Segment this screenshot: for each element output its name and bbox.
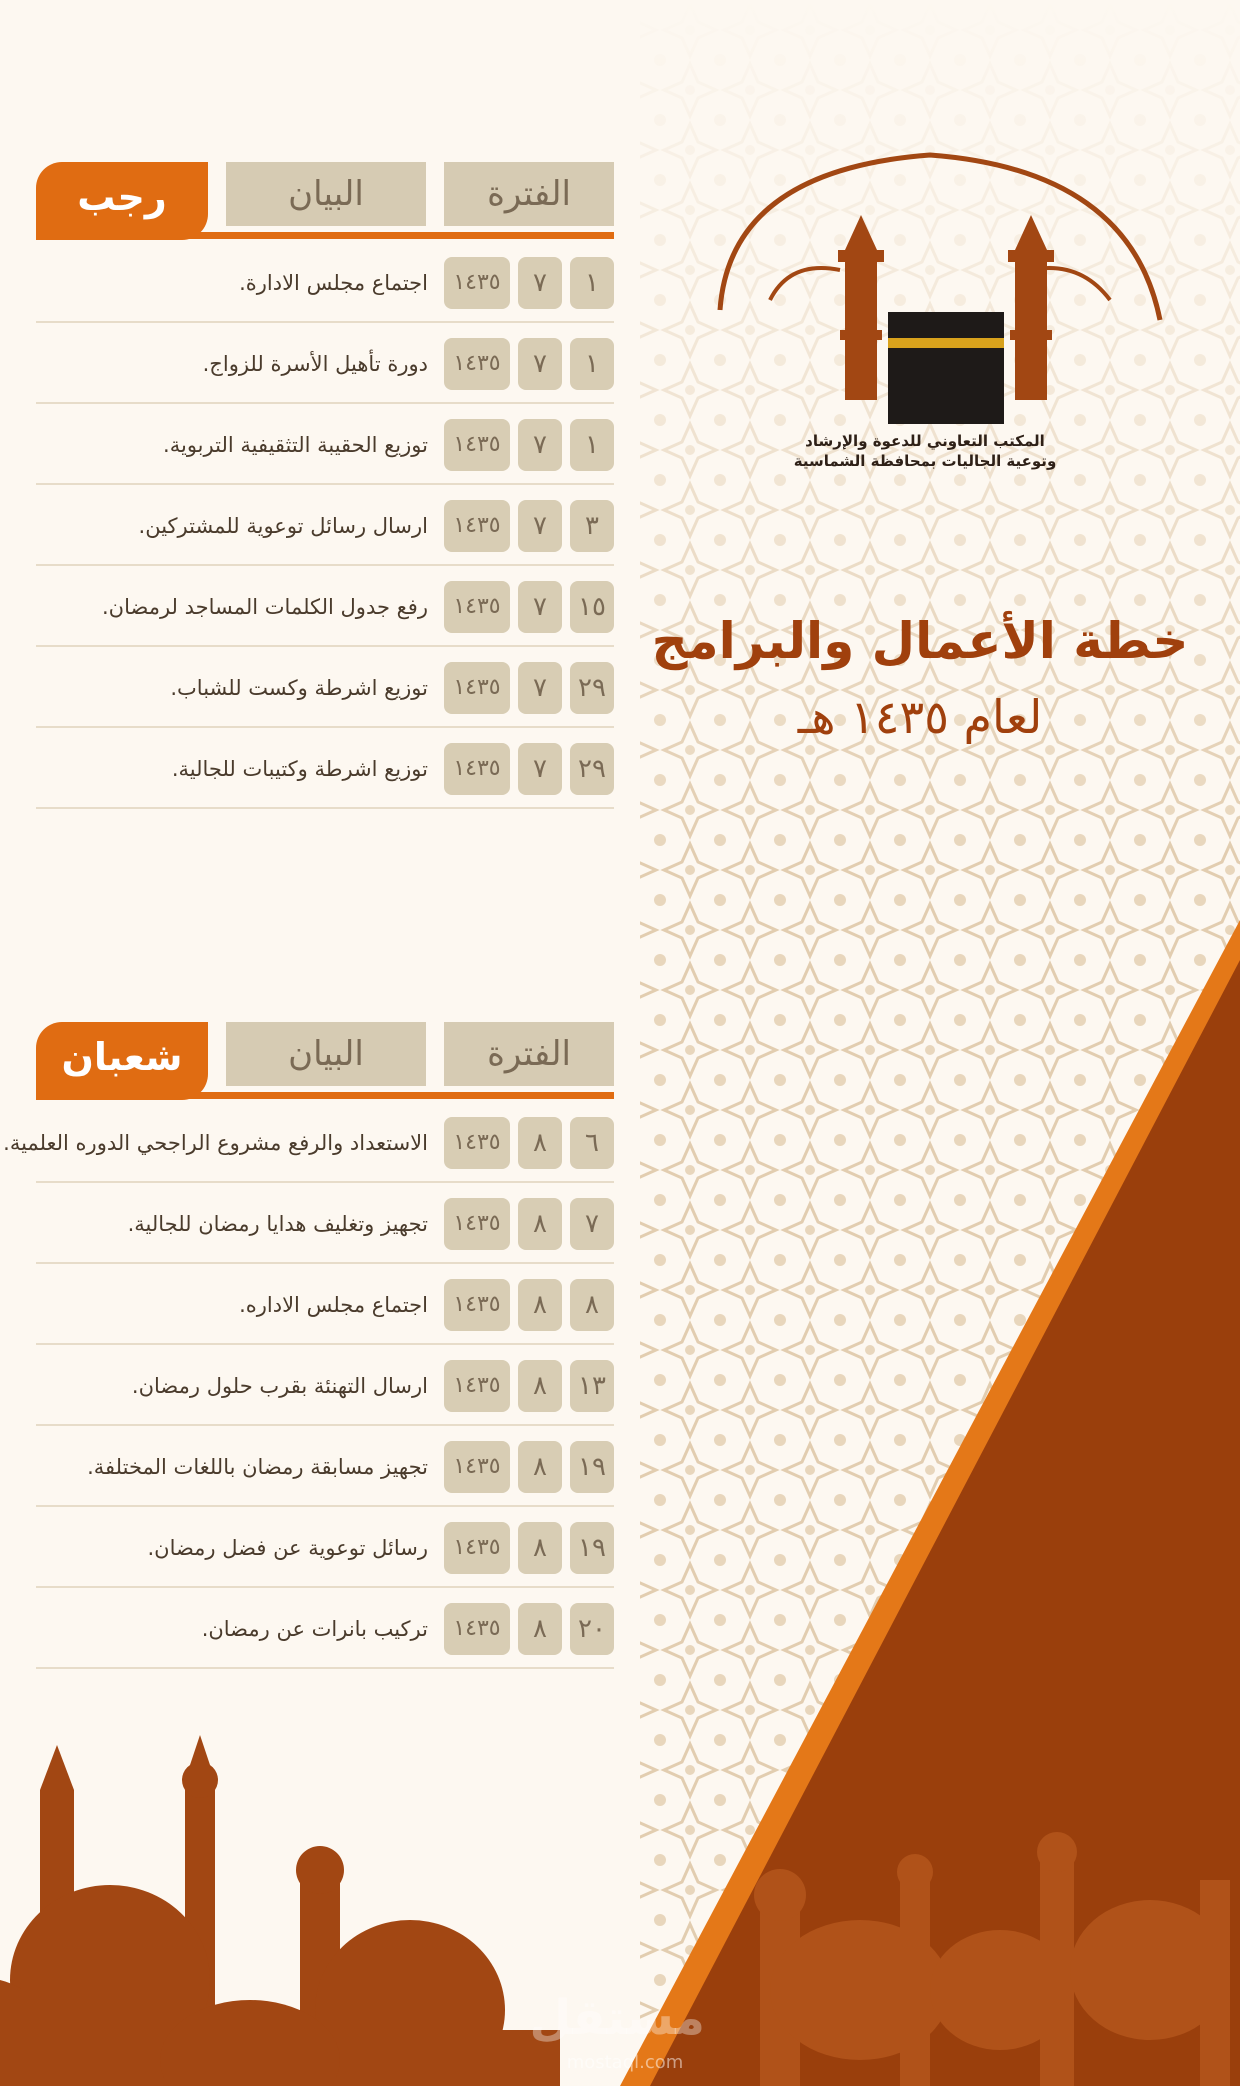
table-row xyxy=(36,566,614,647)
day-cell: ٢٩ xyxy=(570,662,614,714)
row-description: توزيع اشرطة وكتيبات للجالية. xyxy=(171,757,428,781)
year-cell: ١٤٣٥ xyxy=(444,500,510,552)
row-description: تركيب بانرات عن رمضان. xyxy=(201,1617,428,1641)
day-cell: ٣ xyxy=(570,500,614,552)
table-row xyxy=(36,1426,614,1507)
month-cell: ٨ xyxy=(518,1603,562,1655)
day-cell: ١٩ xyxy=(570,1522,614,1574)
month-tab: شعبان xyxy=(36,1022,208,1100)
day-cell: ١٣ xyxy=(570,1360,614,1412)
day-cell: ١٩ xyxy=(570,1441,614,1493)
year-cell: ١٤٣٥ xyxy=(444,662,510,714)
year-cell: ١٤٣٥ xyxy=(444,1603,510,1655)
row-description: اجتماع مجلس الادارة. xyxy=(239,271,428,295)
day-cell: ١ xyxy=(570,338,614,390)
month-section-rajab xyxy=(36,162,614,784)
month-cell: ٨ xyxy=(518,1198,562,1250)
header-divider xyxy=(36,232,614,239)
year-cell: ١٤٣٥ xyxy=(444,1117,510,1169)
row-description: الاستعداد والرفع مشروع الراجحي الدوره العلمية. xyxy=(3,1131,428,1155)
row-description: ارسال رسائل توعوية للمشتركين. xyxy=(138,514,428,538)
month-cell: ٧ xyxy=(518,338,562,390)
schedule-rows xyxy=(3,1102,614,1669)
table-row xyxy=(3,1102,614,1183)
month-cell: ٨ xyxy=(518,1117,562,1169)
month-cell: ٧ xyxy=(518,257,562,309)
month-cell: ٧ xyxy=(518,419,562,471)
header-divider xyxy=(36,1092,614,1099)
month-cell: ٨ xyxy=(518,1279,562,1331)
day-cell: ١٥ xyxy=(570,581,614,633)
day-cell: ٨ xyxy=(570,1279,614,1331)
period-header: الفترة xyxy=(444,162,614,226)
watermark-logo: مستقل xyxy=(529,1990,705,2046)
year-cell: ١٤٣٥ xyxy=(444,1522,510,1574)
row-description: رفع جدول الكلمات المساجد لرمضان. xyxy=(101,595,428,619)
table-row xyxy=(36,728,614,809)
section-header xyxy=(36,1022,614,1092)
table-row xyxy=(36,1183,614,1264)
row-description: اجتماع مجلس الاداره. xyxy=(239,1293,428,1317)
description-header: البيان xyxy=(226,1022,426,1086)
table-row xyxy=(36,1345,614,1426)
row-description: ارسال التهنئة بقرب حلول رمضان. xyxy=(131,1374,428,1398)
table-row xyxy=(36,647,614,728)
table-row xyxy=(36,242,614,323)
row-description: دورة تأهيل الأسرة للزواج. xyxy=(202,352,428,376)
day-cell: ٧ xyxy=(570,1198,614,1250)
row-description: توزيع اشرطة وكست للشباب. xyxy=(170,676,428,700)
row-description: تجهيز مسابقة رمضان باللغات المختلفة. xyxy=(87,1455,428,1479)
logo-text-line-1: المكتب التعاوني للدعوة والإرشاد xyxy=(805,432,1045,450)
month-cell: ٧ xyxy=(518,500,562,552)
month-cell: ٨ xyxy=(518,1360,562,1412)
month-cell: ٧ xyxy=(518,581,562,633)
month-cell: ٧ xyxy=(518,662,562,714)
table-row xyxy=(36,404,614,485)
year-cell: ١٤٣٥ xyxy=(444,1279,510,1331)
month-cell: ٨ xyxy=(518,1522,562,1574)
period-header: الفترة xyxy=(444,1022,614,1086)
day-cell: ٦ xyxy=(570,1117,614,1169)
year-cell: ١٤٣٥ xyxy=(444,419,510,471)
row-description: رسائل توعوية عن فضل رمضان. xyxy=(147,1536,428,1560)
day-cell: ١ xyxy=(570,419,614,471)
table-row xyxy=(36,323,614,404)
row-description: توزيع الحقيبة التثقيفية التربوية. xyxy=(163,433,428,457)
schedule-rows xyxy=(36,242,614,809)
month-cell: ٧ xyxy=(518,743,562,795)
year-cell: ١٤٣٥ xyxy=(444,1198,510,1250)
page-title: خطة الأعمال والبرامج xyxy=(651,612,1189,670)
page-subtitle: لعام ١٤٣٥ هـ xyxy=(797,690,1043,744)
year-cell: ١٤٣٥ xyxy=(444,1441,510,1493)
logo-text-line-2: وتوعية الجاليات بمحافظة الشماسية xyxy=(793,452,1057,470)
table-row xyxy=(36,1507,614,1588)
month-tab: رجب xyxy=(36,162,208,240)
day-cell: ٢٩ xyxy=(570,743,614,795)
section-header xyxy=(36,162,614,232)
table-row xyxy=(36,1264,614,1345)
year-cell: ١٤٣٥ xyxy=(444,581,510,633)
table-row xyxy=(36,485,614,566)
day-cell: ٢٠ xyxy=(570,1603,614,1655)
watermark-url: mostaql.com xyxy=(566,2052,684,2073)
description-header: البيان xyxy=(226,162,426,226)
year-cell: ١٤٣٥ xyxy=(444,257,510,309)
year-cell: ١٤٣٥ xyxy=(444,1360,510,1412)
table-row xyxy=(36,1588,614,1669)
month-cell: ٨ xyxy=(518,1441,562,1493)
year-cell: ١٤٣٥ xyxy=(444,743,510,795)
day-cell: ١ xyxy=(570,257,614,309)
month-section-shaban xyxy=(3,1022,614,1644)
year-cell: ١٤٣٥ xyxy=(444,338,510,390)
row-description: تجهيز وتغليف هدايا رمضان للجالية. xyxy=(127,1212,428,1236)
